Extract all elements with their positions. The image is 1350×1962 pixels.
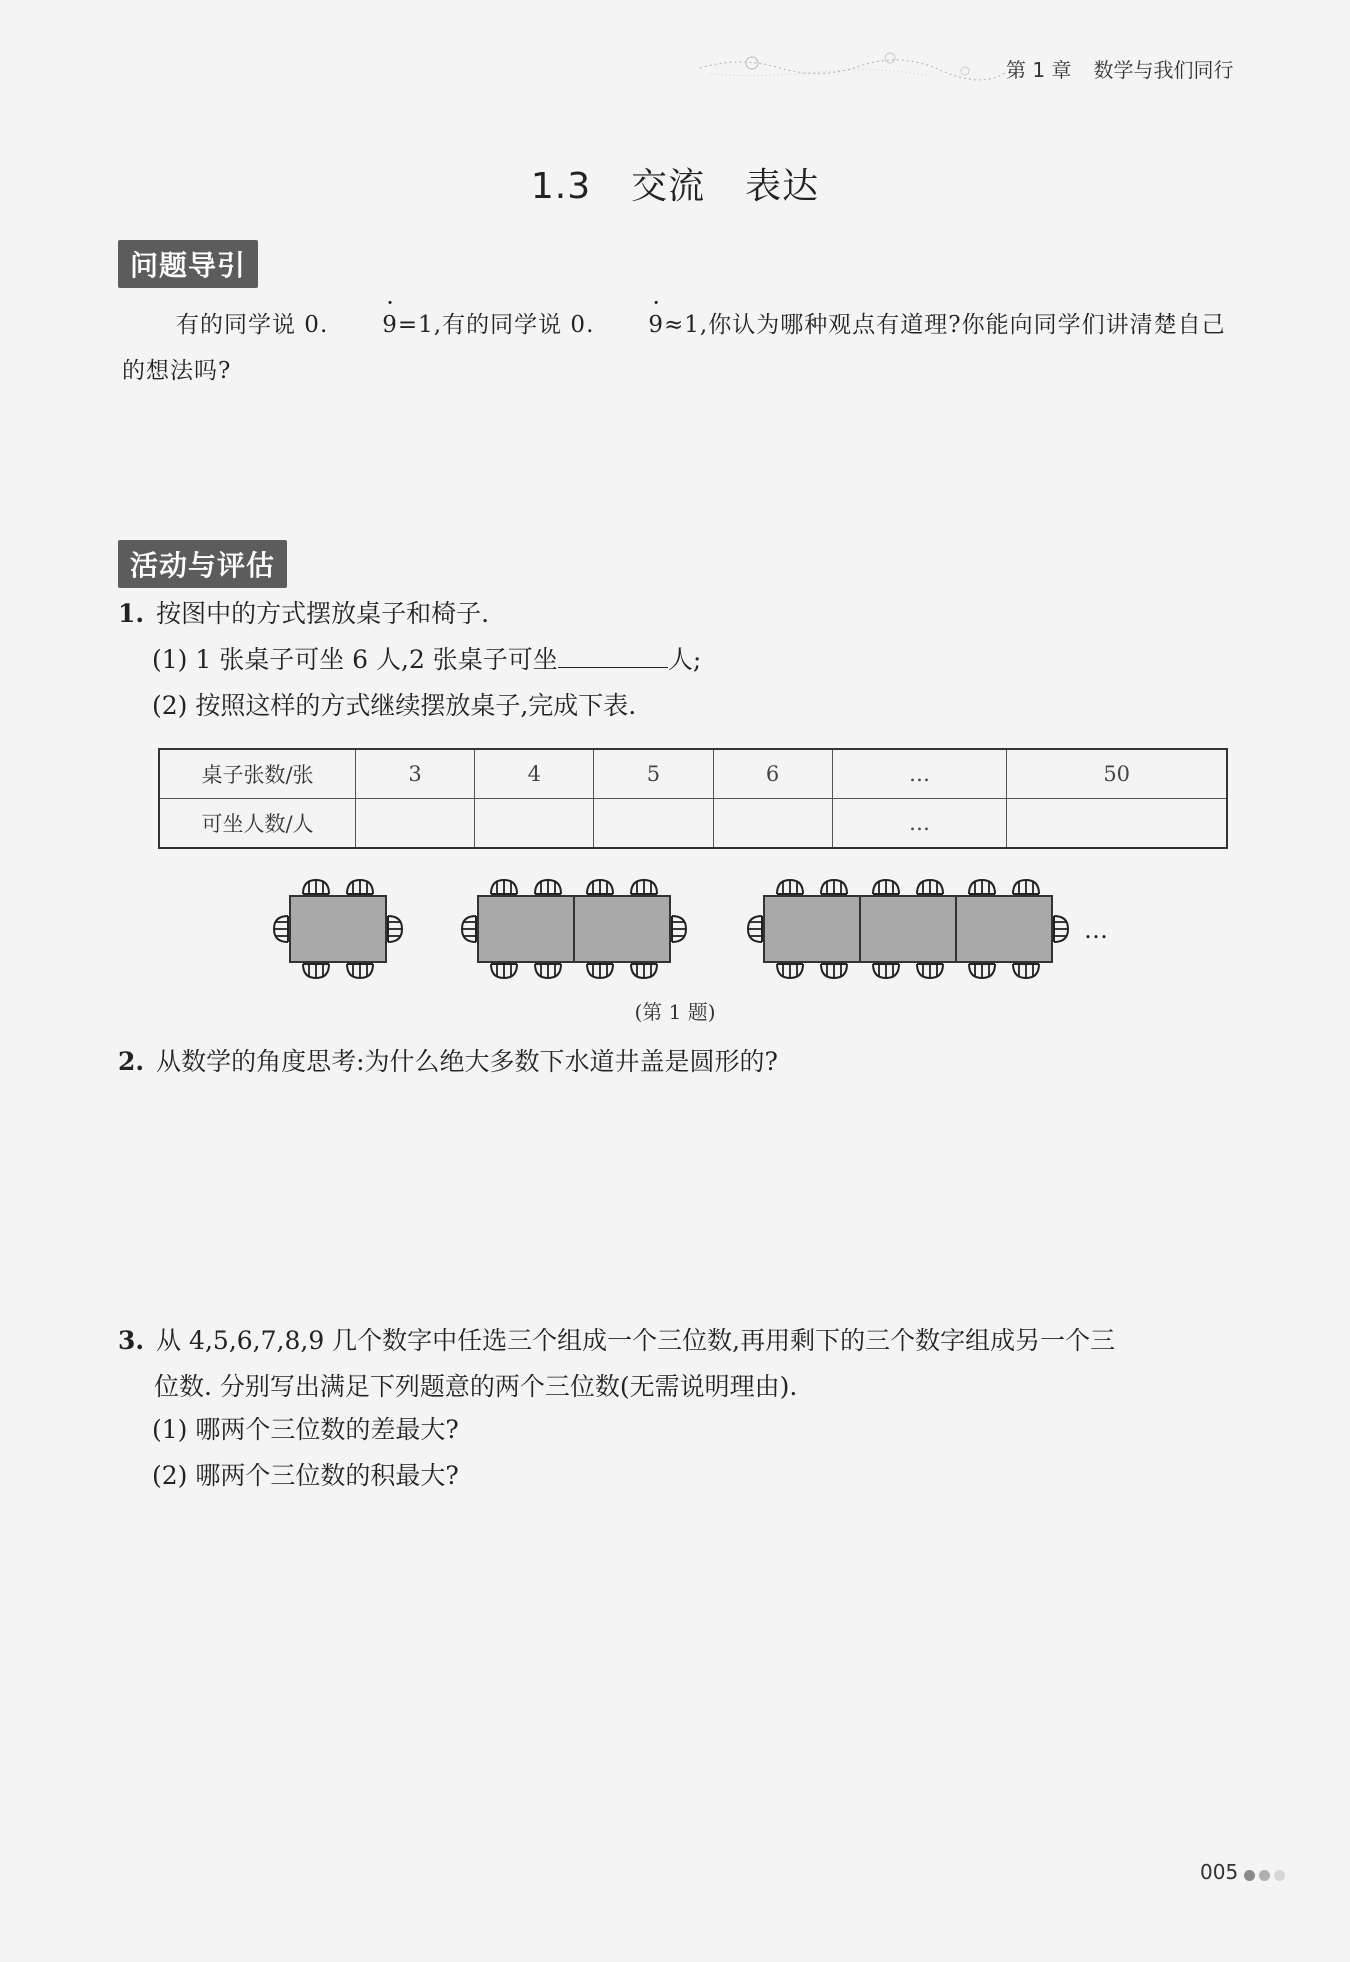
intro-text-3: ≈1,你认为哪种观点有道理?你能向同学们讲清楚自己的想法吗? <box>122 312 1226 384</box>
dot-light <box>1274 1870 1285 1881</box>
repeating-nine-2: · 9 <box>594 302 664 348</box>
intro-paragraph <box>122 302 1232 394</box>
table-answer-cell[interactable] <box>1007 799 1227 849</box>
section-title-b: 表达 <box>745 166 820 207</box>
question-3-text-line-2: 位数. 分别写出满足下列题意的两个三位数(无需说明理由). <box>154 1372 798 1401</box>
table-cell: 50 <box>1007 749 1227 799</box>
table-answer-cell[interactable] <box>713 799 832 849</box>
chapter-header <box>1006 54 1233 83</box>
arrangement-three-tables <box>748 880 1068 978</box>
activity-tag: 活动与评估 <box>118 540 287 588</box>
question-1-sub-2: (2) 按照这样的方式继续摆放桌子,完成下表. <box>152 691 637 720</box>
chapter-number: 第 1 章 <box>1006 58 1072 82</box>
table-row-head: 可坐人数/人 <box>159 799 356 849</box>
header-wave-decoration <box>700 48 1010 88</box>
tables-chairs-figure <box>268 876 1128 986</box>
section-title-a: 交流 <box>631 166 706 207</box>
question-3-number: 3. <box>118 1326 145 1355</box>
table-answer-cell[interactable] <box>356 799 475 849</box>
question-3-sub-2: (2) 哪两个三位数的积最大? <box>152 1461 459 1490</box>
intro-text-2: =1,有的同学说 0. <box>397 312 595 338</box>
section-title <box>0 158 1350 209</box>
table-answer-cell[interactable] <box>594 799 713 849</box>
question-1-sub-1-text: (1) 1 张桌子可坐 6 人,2 张桌子可坐 <box>152 645 558 674</box>
answer-blank[interactable] <box>558 645 668 668</box>
table-answer-cell[interactable] <box>475 799 594 849</box>
arrangement-one-table <box>274 880 402 978</box>
dot-mid <box>1259 1870 1270 1881</box>
repeating-nine-1: · 9 <box>328 302 398 348</box>
table-row <box>159 799 1227 849</box>
dot-dark <box>1244 1870 1255 1881</box>
table-cell: 4 <box>475 749 594 799</box>
question-2 <box>118 1042 778 1078</box>
arrangement-two-tables <box>462 880 686 978</box>
question-3 <box>118 1318 1233 1410</box>
table-cell: 3 <box>356 749 475 799</box>
table-cell: 6 <box>713 749 832 799</box>
table-cell: … <box>832 799 1007 849</box>
intro-tag: 问题导引 <box>118 240 258 288</box>
tables-seats-table <box>158 748 1228 849</box>
table-cell: 5 <box>594 749 713 799</box>
question-1-text: 按图中的方式摆放桌子和椅子. <box>156 599 490 628</box>
figure-caption: (第 1 题) <box>634 1000 716 1024</box>
question-1-sub-1-unit: 人; <box>667 645 702 674</box>
page-dots-decoration <box>1244 1866 1289 1885</box>
page-number: 005 <box>1200 1860 1239 1884</box>
question-2-number: 2. <box>118 1047 145 1076</box>
question-3-sub-1: (1) 哪两个三位数的差最大? <box>152 1415 459 1444</box>
table-row-head: 桌子张数/张 <box>159 749 356 799</box>
question-3-text-line-1: 从 4,5,6,7,8,9 几个数字中任选三个组成一个三位数,再用剩下的三个数字组成另一个三 <box>156 1326 1116 1355</box>
chapter-title: 数学与我们同行 <box>1093 58 1234 82</box>
question-1 <box>118 594 489 630</box>
table-row <box>159 749 1227 799</box>
question-1-number: 1. <box>118 599 145 628</box>
section-number: 1.3 <box>530 166 592 207</box>
intro-text-1: 有的同学说 0. <box>176 312 329 338</box>
table-cell: … <box>832 749 1007 799</box>
figure-ellipsis: … <box>1084 916 1108 944</box>
question-1-sub-1 <box>152 640 701 676</box>
question-2-text: 从数学的角度思考:为什么绝大多数下水道井盖是圆形的? <box>156 1047 778 1076</box>
